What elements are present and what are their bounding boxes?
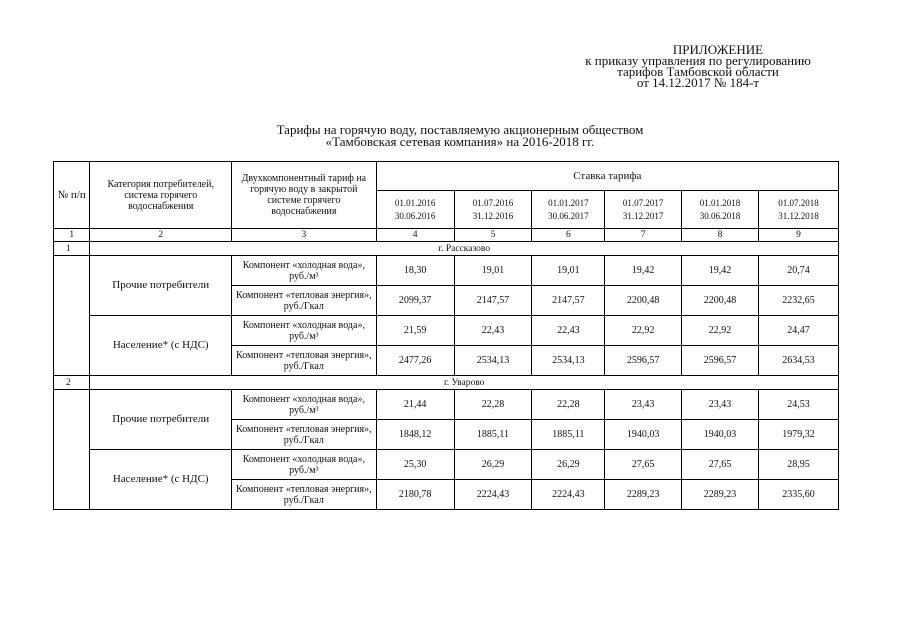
appendix-title: ПРИЛОЖЕНИЕ (672, 42, 764, 57)
component-heat-label: Компонент «тепловая энергия», руб./Гкал (232, 286, 377, 316)
section-empty-cell (54, 390, 90, 510)
tariff-value: 21,44 (376, 390, 454, 420)
column-header-tariff: Двухкомпонентный тариф на горячую воду в закрытой системе горячего водоснабжения (232, 162, 377, 229)
appendix-line-2: тарифов Тамбовской области (617, 64, 779, 79)
tariff-value: 2224,43 (454, 480, 532, 510)
tariff-value: 23,43 (682, 390, 759, 420)
column-number: 4 (376, 229, 454, 242)
tariff-value: 2335,60 (758, 480, 838, 510)
tariff-value: 2289,23 (682, 480, 759, 510)
tariff-value: 24,53 (758, 390, 838, 420)
tariff-value: 2534,13 (532, 346, 605, 376)
consumer-category: Население* (с НДС) (90, 316, 232, 376)
tariff-value: 19,42 (682, 256, 759, 286)
tariff-value: 1885,11 (532, 420, 605, 450)
title-line-1: Тарифы на горячую воду, поставляемую акционерным обществом (276, 122, 644, 137)
tariff-value: 22,28 (454, 390, 532, 420)
tariff-value: 2147,57 (532, 286, 605, 316)
period-header: 01.01.2018 30.06.2018 (682, 191, 759, 229)
city-name: г. Рассказово (90, 242, 839, 256)
consumer-category: Население* (с НДС) (90, 450, 232, 510)
document-title (180, 124, 740, 148)
column-number: 2 (90, 229, 232, 242)
tariff-value: 2596,57 (682, 346, 759, 376)
table-row (54, 390, 839, 420)
tariff-value: 27,65 (682, 450, 759, 480)
tariff-table (53, 161, 839, 510)
column-header-number: № п/п (54, 162, 90, 229)
tariff-value: 2224,43 (532, 480, 605, 510)
section-number: 1 (54, 242, 90, 256)
column-number-row (54, 229, 839, 242)
consumer-category: Прочие потребители (90, 390, 232, 450)
component-heat-label: Компонент «тепловая энергия», руб./Гкал (232, 420, 377, 450)
tariff-value: 1979,32 (758, 420, 838, 450)
component-cold-label: Компонент «холодная вода», руб./м³ (232, 316, 377, 346)
tariff-value: 26,29 (532, 450, 605, 480)
table-row (54, 256, 839, 286)
column-header-rate: Ставка тарифа (376, 162, 838, 191)
tariff-value: 1885,11 (454, 420, 532, 450)
tariff-value: 2099,37 (376, 286, 454, 316)
tariff-value: 23,43 (605, 390, 682, 420)
tariff-value: 22,43 (532, 316, 605, 346)
period-header: 01.07.2016 31.12.2016 (454, 191, 532, 229)
city-row (54, 242, 839, 256)
tariff-value: 26,29 (454, 450, 532, 480)
tariff-value: 1848,12 (376, 420, 454, 450)
table-row (54, 316, 839, 346)
appendix-line-1: к приказу управления по регулированию (585, 53, 811, 68)
city-row (54, 376, 839, 390)
section-empty-cell (54, 256, 90, 376)
tariff-value: 27,65 (605, 450, 682, 480)
table-row (54, 450, 839, 480)
consumer-category: Прочие потребители (90, 256, 232, 316)
period-header: 01.07.2018 31.12.2018 (758, 191, 838, 229)
column-number: 7 (605, 229, 682, 242)
appendix-header (548, 44, 848, 88)
period-header: 01.07.2017 31.12.2017 (605, 191, 682, 229)
tariff-value: 2534,13 (454, 346, 532, 376)
tariff-value: 2180,78 (376, 480, 454, 510)
city-name: г. Уварово (90, 376, 839, 390)
tariff-value: 1940,03 (605, 420, 682, 450)
tariff-value: 22,92 (605, 316, 682, 346)
tariff-value: 1940,03 (682, 420, 759, 450)
appendix-line-3: от 14.12.2017 № 184-т (636, 75, 760, 90)
column-number: 9 (758, 229, 838, 242)
tariff-value: 25,30 (376, 450, 454, 480)
tariff-value: 2200,48 (605, 286, 682, 316)
period-header: 01.01.2017 30.06.2017 (532, 191, 605, 229)
tariff-value: 2596,57 (605, 346, 682, 376)
period-header: 01.01.2016 30.06.2016 (376, 191, 454, 229)
title-line-2: «Тамбовская сетевая компания» на 2016-2018 гг. (325, 134, 595, 149)
tariff-value: 19,01 (532, 256, 605, 286)
tariff-value: 2200,48 (682, 286, 759, 316)
component-heat-label: Компонент «тепловая энергия», руб./Гкал (232, 480, 377, 510)
tariff-value: 2232,65 (758, 286, 838, 316)
tariff-value: 2147,57 (454, 286, 532, 316)
tariff-value: 28,95 (758, 450, 838, 480)
column-header-category: Категория потребителей, система горячего водоснабжения (90, 162, 232, 229)
column-number: 8 (682, 229, 759, 242)
tariff-value: 21,59 (376, 316, 454, 346)
component-cold-label: Компонент «холодная вода», руб./м³ (232, 450, 377, 480)
component-cold-label: Компонент «холодная вода», руб./м³ (232, 256, 377, 286)
section-number: 2 (54, 376, 90, 390)
column-number: 3 (232, 229, 377, 242)
tariff-value: 2477,26 (376, 346, 454, 376)
tariff-value: 2289,23 (605, 480, 682, 510)
tariff-value: 20,74 (758, 256, 838, 286)
column-number: 6 (532, 229, 605, 242)
tariff-value: 19,01 (454, 256, 532, 286)
tariff-value: 18,30 (376, 256, 454, 286)
tariff-value: 22,43 (454, 316, 532, 346)
tariff-value: 22,92 (682, 316, 759, 346)
component-cold-label: Компонент «холодная вода», руб./м³ (232, 390, 377, 420)
header-row (54, 162, 839, 191)
tariff-value: 22,28 (532, 390, 605, 420)
tariff-value: 19,42 (605, 256, 682, 286)
column-number: 5 (454, 229, 532, 242)
tariff-value: 24,47 (758, 316, 838, 346)
component-heat-label: Компонент «тепловая энергия», руб./Гкал (232, 346, 377, 376)
column-number: 1 (54, 229, 90, 242)
tariff-value: 2634,53 (758, 346, 838, 376)
